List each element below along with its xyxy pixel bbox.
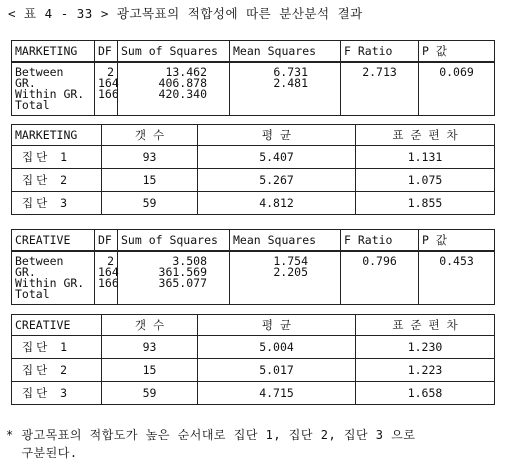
df-value: 164 (98, 76, 119, 90)
ms-value: 1.754 (273, 254, 308, 268)
sd-cell: 1.855 (356, 192, 495, 215)
ss-value: 13.462 (165, 65, 207, 79)
column-header: DF (95, 230, 118, 252)
group-cell: 집단 1 (12, 336, 102, 359)
group-cell: 집단 2 (12, 359, 102, 382)
ms-cell (230, 62, 341, 116)
footnote-line: 구분된다. (6, 446, 78, 460)
sd-cell: 1.131 (356, 146, 495, 169)
footnote-line: * 광고목표의 적합도가 높은 순서대로 집단 1, 집단 2, 집단 3 으로 (6, 428, 416, 442)
creative-anova-table (11, 229, 495, 305)
table-row (12, 146, 495, 169)
column-header: 갯 수 (102, 125, 198, 146)
column-header: CREATIVE (12, 230, 95, 252)
column-header: Mean Squares (230, 41, 341, 63)
ms-value: 2.481 (273, 76, 308, 90)
group-cell: 집단 1 (12, 146, 102, 169)
p-value-cell: 0.453 (419, 251, 495, 305)
sd-cell: 1.230 (356, 336, 495, 359)
df-value: 2 (107, 254, 114, 268)
sd-cell: 1.223 (356, 359, 495, 382)
column-header: MARKETING (12, 41, 95, 63)
column-header: Mean Squares (230, 230, 341, 252)
creative-desc-table (11, 314, 495, 405)
footnote (6, 426, 500, 462)
df-value: 166 (98, 276, 119, 290)
df-value: 164 (98, 265, 119, 279)
group-cell: 집단 2 (12, 169, 102, 192)
group-cell: 집단 3 (12, 192, 102, 215)
table-caption: < 표 4 - 33 > 광고목표의 적합성에 따른 분산분석 결과 (8, 6, 363, 21)
ss-cell (118, 251, 230, 305)
column-header: F Ratio (341, 41, 419, 63)
ss-cell (118, 62, 230, 116)
table-header-row (12, 315, 495, 336)
column-header: 표 준 편 차 (356, 315, 495, 336)
column-header: Sum of Squares (118, 230, 230, 252)
n-cell: 93 (102, 336, 198, 359)
p-value-cell: 0.069 (419, 62, 495, 116)
n-cell: 15 (102, 359, 198, 382)
table-header-row (12, 230, 495, 252)
table-row (12, 251, 495, 305)
n-cell: 15 (102, 169, 198, 192)
df-cell (95, 62, 118, 116)
mean-cell: 4.812 (198, 192, 356, 215)
column-header: DF (95, 41, 118, 63)
ms-value: 2.205 (273, 265, 308, 279)
table-row (12, 382, 495, 405)
group-cell: 집단 3 (12, 382, 102, 405)
ms-value: 6.731 (273, 65, 308, 79)
column-header: MARKETING (12, 125, 102, 146)
column-header: CREATIVE (12, 315, 102, 336)
df-value: 2 (107, 65, 114, 79)
n-cell: 59 (102, 382, 198, 405)
n-cell: 93 (102, 146, 198, 169)
source-label: Within GR. (15, 276, 85, 290)
table-row (12, 359, 495, 382)
source-label: Total (15, 98, 50, 112)
sd-cell: 1.658 (356, 382, 495, 405)
source-label: Between GR. (15, 65, 64, 90)
mean-cell: 5.004 (198, 336, 356, 359)
sd-cell: 1.075 (356, 169, 495, 192)
df-cell (95, 251, 118, 305)
table-row (12, 169, 495, 192)
column-header: 갯 수 (102, 315, 198, 336)
column-header: P 값 (419, 230, 495, 252)
column-header: 평 균 (198, 125, 356, 146)
column-header: Sum of Squares (118, 41, 230, 63)
mean-cell: 5.267 (198, 169, 356, 192)
table-row (12, 192, 495, 215)
source-label: Within GR. (15, 87, 85, 101)
column-header: P 값 (419, 41, 495, 63)
f-ratio-cell: 2.713 (341, 62, 419, 116)
ms-cell (230, 251, 341, 305)
f-ratio-cell: 0.796 (341, 251, 419, 305)
marketing-anova-table (11, 40, 495, 116)
mean-cell: 5.407 (198, 146, 356, 169)
column-header: 표 준 편 차 (356, 125, 495, 146)
mean-cell: 4.715 (198, 382, 356, 405)
n-cell: 59 (102, 192, 198, 215)
ss-value: 3.508 (172, 254, 207, 268)
source-label: Total (15, 287, 50, 301)
ss-value: 361.569 (158, 265, 207, 279)
source-label: Between GR. (15, 254, 64, 279)
table-header-row (12, 125, 495, 146)
column-header: 평 균 (198, 315, 356, 336)
column-header: F Ratio (341, 230, 419, 252)
ss-value: 420.340 (158, 87, 207, 101)
ss-value: 406.878 (158, 76, 207, 90)
df-value: 166 (98, 87, 119, 101)
mean-cell: 5.017 (198, 359, 356, 382)
marketing-desc-table (11, 124, 495, 215)
source-cell (12, 251, 95, 305)
ss-value: 365.077 (158, 276, 207, 290)
table-row (12, 62, 495, 116)
table-header-row (12, 41, 495, 63)
table-row (12, 336, 495, 359)
source-cell (12, 62, 95, 116)
